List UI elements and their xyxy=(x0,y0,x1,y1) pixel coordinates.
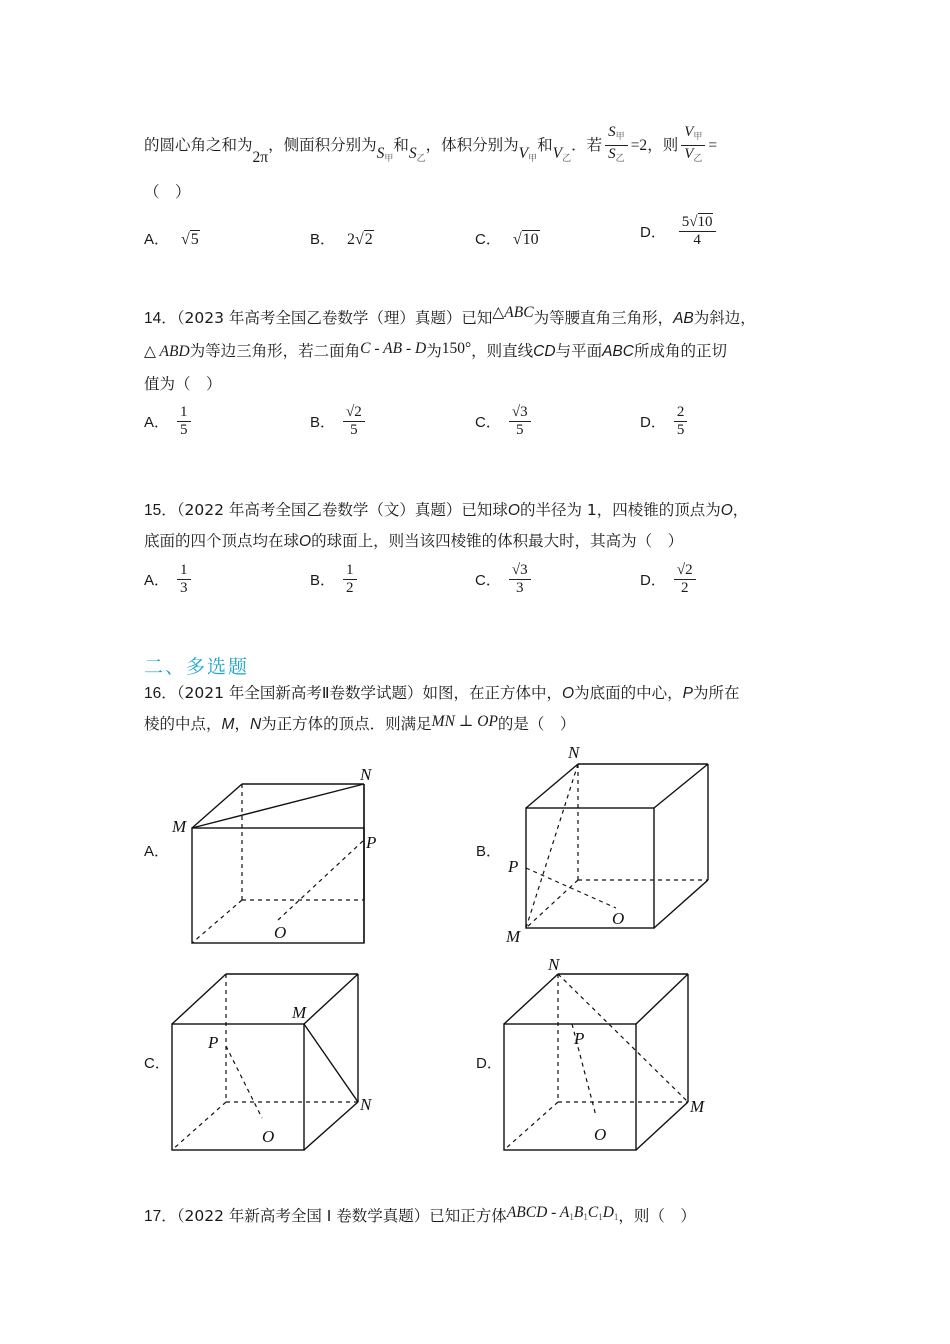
label-p: P xyxy=(208,1033,219,1052)
q13-option-d[interactable]: D． $\frac{5√10}{4}$ xyxy=(640,214,719,249)
label-n: N xyxy=(360,1095,372,1114)
label-p: P xyxy=(366,833,377,852)
two-pi: 2π xyxy=(252,149,269,166)
q15-option-a[interactable]: A． $\frac{1}{3}$ xyxy=(144,562,194,597)
cube-figure-c xyxy=(160,966,390,1156)
v-jia: $V_甲$ xyxy=(518,145,538,163)
q15-option-b[interactable]: B． $\frac{1}{2}$ xyxy=(310,562,360,597)
section-title-multiple-choice: 二、多选题 xyxy=(144,656,250,678)
q17-line1: 17．（2022 年新高考全国 I 卷数学真题）已知正方体ABCD - $A_1B_1C_1D_1$，则（ ） xyxy=(144,1204,696,1225)
s-yi: $S_乙$ xyxy=(408,145,426,163)
q14-option-b[interactable]: B． $\frac{√2}{5}$ xyxy=(310,404,368,439)
label-o: O xyxy=(262,1127,275,1146)
s-jia: $S_甲$ xyxy=(376,145,394,163)
v-ratio-fraction: $\frac{V_甲}{V_乙}$ xyxy=(681,124,705,167)
q16-option-c[interactable]: C． xyxy=(144,1055,170,1072)
cube-figure-b xyxy=(496,740,726,950)
q15-line1: 15．（2022 年高考全国乙卷数学（文）真题）已知球O的半径为 1，四棱锥的顶点为O， xyxy=(144,501,749,519)
q16-line2: 棱的中点，M，N为正方体的顶点．则满足MN ⊥ OP的是（ ） xyxy=(144,713,576,733)
label-o: O xyxy=(274,923,287,942)
label-p: P xyxy=(508,857,519,876)
v-yi: $V_乙$ xyxy=(552,145,572,163)
q13-line1: 的圆心角之和为2π，侧面积分别为$S_甲$和$S_乙$，体积分别为$V_甲$和$V_乙$．若 $\frac{S_甲}{S_乙}$ =2，则 $\frac{V_甲}{V_乙}$ = xyxy=(144,124,718,166)
label-n: N xyxy=(568,743,580,762)
label-n: N xyxy=(548,956,560,974)
label-m: M xyxy=(292,1003,307,1022)
label-o: O xyxy=(594,1125,607,1144)
q13-paren: （ ） xyxy=(144,183,191,201)
label-p: P xyxy=(574,1029,585,1048)
label-m: M xyxy=(172,817,187,836)
cube-figure-d xyxy=(496,956,726,1156)
label-o: O xyxy=(612,909,625,928)
q14-option-c[interactable]: C． $\frac{√3}{5}$ xyxy=(475,404,534,439)
q14-line3: 值为（ ） xyxy=(144,375,222,393)
q14-line1: 14．（2023 年高考全国乙卷数学（理）真题）已知△ABC为等腰直角三角形，AB为斜边， xyxy=(144,304,756,327)
q13-option-a[interactable]: A． √5 xyxy=(144,231,199,248)
q15-option-d[interactable]: D． $\frac{√2}{2}$ xyxy=(640,562,699,597)
cube-figure-a xyxy=(160,760,390,950)
q16-option-b[interactable]: B． xyxy=(476,843,502,860)
q15-option-c[interactable]: C． $\frac{√3}{3}$ xyxy=(475,562,534,597)
q14-line2: △ ABD为等边三角形，若二面角C - AB - D为150°，则直线CD与平面ABC所成角的正切 xyxy=(144,340,727,360)
q14-option-a[interactable]: A． $\frac{1}{5}$ xyxy=(144,404,194,439)
q13-option-c[interactable]: C． √10 xyxy=(475,231,539,248)
q15-line2: 底面的四个顶点均在球O的球面上，则当该四棱锥的体积最大时，其高为（ ） xyxy=(144,532,684,550)
q14-option-d[interactable]: D． $\frac{2}{5}$ xyxy=(640,404,690,439)
cube-name: ABCD - $A_1B_1C_1D_1$ xyxy=(506,1204,619,1222)
q16-option-a[interactable]: A． xyxy=(144,843,170,860)
q13-option-b[interactable]: B． 2√2 xyxy=(310,231,373,248)
label-n: N xyxy=(360,765,372,784)
s-ratio-fraction: $\frac{S_甲}{S_乙}$ xyxy=(605,124,628,167)
label-m: M xyxy=(690,1097,705,1116)
q16-option-d[interactable]: D． xyxy=(476,1055,502,1072)
label-m: M xyxy=(506,927,521,946)
q16-line1: 16．（2021 年全国新高考Ⅱ卷数学试题）如图，在正方体中，O为底面的中心，P为所在 xyxy=(144,684,740,702)
